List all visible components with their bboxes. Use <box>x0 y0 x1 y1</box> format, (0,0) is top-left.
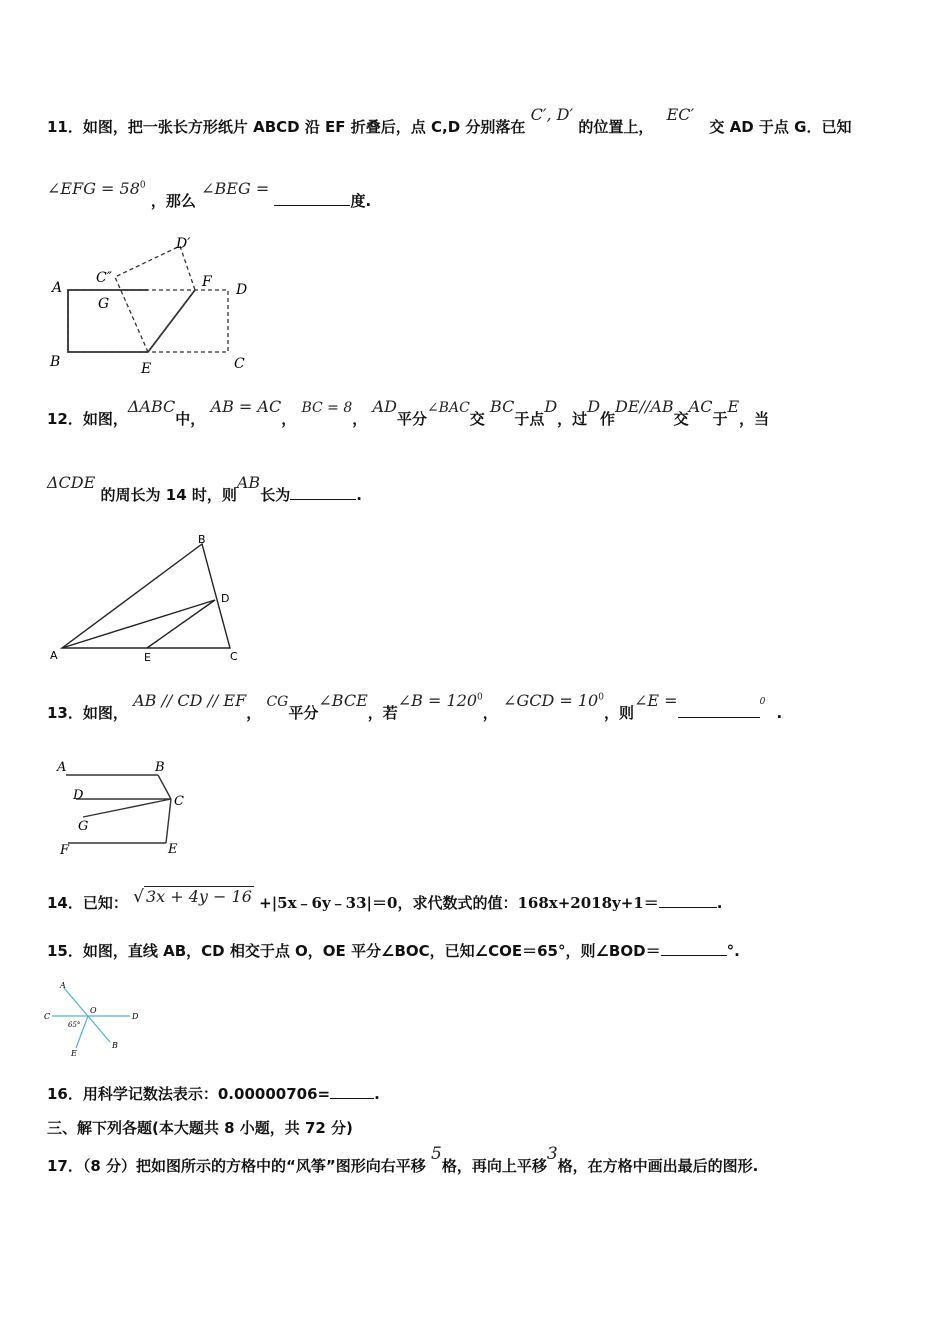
q12-m10: AC <box>688 397 713 416</box>
q13-t4: ， <box>482 704 498 722</box>
q13-m1: AB // CD // EF <box>133 691 247 710</box>
q12-t10: 于 <box>712 410 728 428</box>
line-bc <box>158 775 171 799</box>
label-d: D <box>221 592 230 605</box>
section-3-heading: 三、解下列各题(本大题共 8 小题，共 72 分) <box>47 1119 353 1137</box>
q15-answer-blank <box>661 941 727 956</box>
q12-t2: ， <box>281 410 297 428</box>
q12-t6: 于点 <box>514 410 545 428</box>
label-d: D <box>236 282 248 298</box>
q12-t1: 中， <box>175 410 206 428</box>
q12-answer-blank <box>290 485 356 500</box>
q17-text: 17．（8 分）把如图所示的方格中的“风筝”图形向右平移 <box>47 1157 426 1175</box>
label-a: A <box>52 280 63 296</box>
q11-text5: 度. <box>350 192 372 210</box>
q14-text: +|5x﹣6y﹣33|＝0，求代数式的值：168x+2018y+1＝ <box>259 894 659 912</box>
label-a: A <box>57 760 67 775</box>
q11-math-ec-prime: EC′ <box>666 105 695 124</box>
q11-line1 <box>47 105 852 137</box>
line-cg <box>83 799 171 817</box>
q17-line <box>47 1144 759 1176</box>
label-b: B <box>198 533 206 546</box>
q15-figure-intersecting-lines <box>40 978 150 1063</box>
q12-t12: 的周长为 14 时，则 <box>100 486 237 504</box>
label-d-prime: D′ <box>176 236 191 252</box>
fold-line-ef <box>148 290 195 352</box>
q12-t3: ， <box>352 410 368 428</box>
label-a: A <box>50 649 58 662</box>
line-de <box>147 600 215 648</box>
q13-t2: 平分 <box>288 704 319 722</box>
line-ab <box>64 988 110 1042</box>
q12-m1: ΔABC <box>127 397 176 416</box>
line-ce <box>166 799 171 843</box>
label-c: C <box>234 356 245 372</box>
q12-t11: ，当 <box>739 410 770 428</box>
q12-t4: 平分 <box>396 410 427 428</box>
label-g: G <box>98 296 110 312</box>
q15-text: 15．如图，直线 AB，CD 相交于点 O，OE 平分∠BOC，已知∠COE＝65°，则∠BOD＝ <box>47 942 661 960</box>
q12-t13: 长为 <box>260 486 291 504</box>
folded-part <box>115 246 195 352</box>
q16-t2: . <box>374 1085 380 1103</box>
label-f: F <box>60 843 70 858</box>
q12-t9: 交 <box>673 410 689 428</box>
q14-sqrt: √ 3x + 4y − 16 <box>133 887 252 907</box>
label-e: E <box>141 361 152 377</box>
line-ad <box>62 600 215 648</box>
q12-t7: ，过 <box>557 410 588 428</box>
q11-text2: 的位置上， <box>578 118 654 136</box>
label-c: C <box>174 794 184 809</box>
q11-text3: 交 AD 于点 G．已知 <box>709 118 852 136</box>
q11-number: 11． <box>47 118 83 136</box>
label-d: D <box>132 1012 139 1021</box>
q11-answer-blank <box>274 191 350 206</box>
q13-t3: ，若 <box>367 704 398 722</box>
q13-m4: ∠B = $120^0$ <box>397 691 483 710</box>
q12-t8: 作 <box>600 410 616 428</box>
label-g: G <box>78 819 89 834</box>
label-b: B <box>112 1041 118 1050</box>
label-angle: 65° <box>68 1021 81 1029</box>
q11-math-cd-prime: C′, D′ <box>530 105 574 124</box>
q13-line <box>47 691 783 723</box>
label-e: E <box>168 842 178 857</box>
q12-figure-triangle <box>40 530 260 670</box>
q12-m11: E <box>727 397 740 416</box>
q12-line1 <box>47 397 770 429</box>
q13-m2: CG <box>266 694 289 710</box>
label-a: A <box>60 981 66 990</box>
q14-answer-blank <box>659 893 717 908</box>
q12-m6: BC <box>490 397 515 416</box>
q11-math-efg: ∠EFG = $58^0$ <box>47 179 146 198</box>
q12-m4: AD <box>372 397 397 416</box>
triangle-abc <box>62 544 230 648</box>
q14-radicand: 3x + 4y − 16 <box>145 887 252 906</box>
q12-number: 12．如图， <box>47 410 128 428</box>
q13-figure-parallel-lines <box>48 755 198 860</box>
q13-number: 13．如图， <box>47 704 128 722</box>
q11-line2 <box>47 179 372 211</box>
q11-text4: ，那么 <box>150 192 196 210</box>
q13-m5: ∠GCD = $10^0$ <box>503 691 604 710</box>
q13-t1: ， <box>246 704 262 722</box>
label-b: B <box>155 760 165 775</box>
q12-m2: AB = AC <box>210 397 282 416</box>
q12-m9: DE//AB <box>615 397 674 416</box>
q13-degree: 0 <box>759 697 766 707</box>
q12-m5: ∠BAC <box>426 400 470 416</box>
q13-answer-blank <box>678 703 760 718</box>
q15-t2: °. <box>726 942 740 960</box>
label-c: C <box>44 1012 51 1021</box>
q17-text2: 格，再向上平移 <box>441 1157 547 1175</box>
q16-line <box>47 1083 380 1104</box>
q12-m8: D <box>587 397 601 416</box>
q13-t6: . <box>776 704 783 722</box>
q13-m3: ∠BCE <box>318 691 368 710</box>
dashed-rect <box>68 290 228 352</box>
q12-line2 <box>47 473 362 505</box>
q12-t14: . <box>356 486 362 504</box>
q11-math-beg: ∠BEG = <box>201 179 270 198</box>
q12-t5: 交 <box>469 410 485 428</box>
q17-text3: 格，在方格中画出最后的图形. <box>557 1157 759 1175</box>
label-c: C <box>230 650 238 663</box>
label-o: O <box>90 1006 97 1015</box>
q12-m12: ΔCDE <box>47 473 96 492</box>
q12-m13: AB <box>236 473 261 492</box>
q16-answer-blank <box>330 1084 374 1099</box>
label-c-double-prime: C″ <box>96 270 112 286</box>
label-e: E <box>71 1049 77 1058</box>
q14-line <box>47 887 723 913</box>
label-f: F <box>202 274 212 290</box>
q17-number-5: 5 <box>431 1144 442 1164</box>
q16-text: 16．用科学记数法表示：0.00000706= <box>47 1085 331 1103</box>
q13-m6: ∠E = <box>633 691 678 710</box>
q12-m7: D <box>544 397 558 416</box>
q12-m3: BC = 8 <box>301 400 353 416</box>
label-e: E <box>144 651 151 664</box>
q14-t2: . <box>716 894 723 912</box>
q15-line <box>47 940 740 961</box>
q17-number-3: 3 <box>546 1144 558 1164</box>
q13-t5: ，则 <box>603 704 634 722</box>
q11-figure-rectangle-fold <box>40 230 260 380</box>
q14-number: 14．已知： <box>47 894 128 912</box>
label-b: B <box>50 354 61 370</box>
q11-text: 如图，把一张长方形纸片 ABCD 沿 EF 折叠后，点 C,D 分别落在 <box>82 118 526 136</box>
label-d: D <box>73 788 84 803</box>
